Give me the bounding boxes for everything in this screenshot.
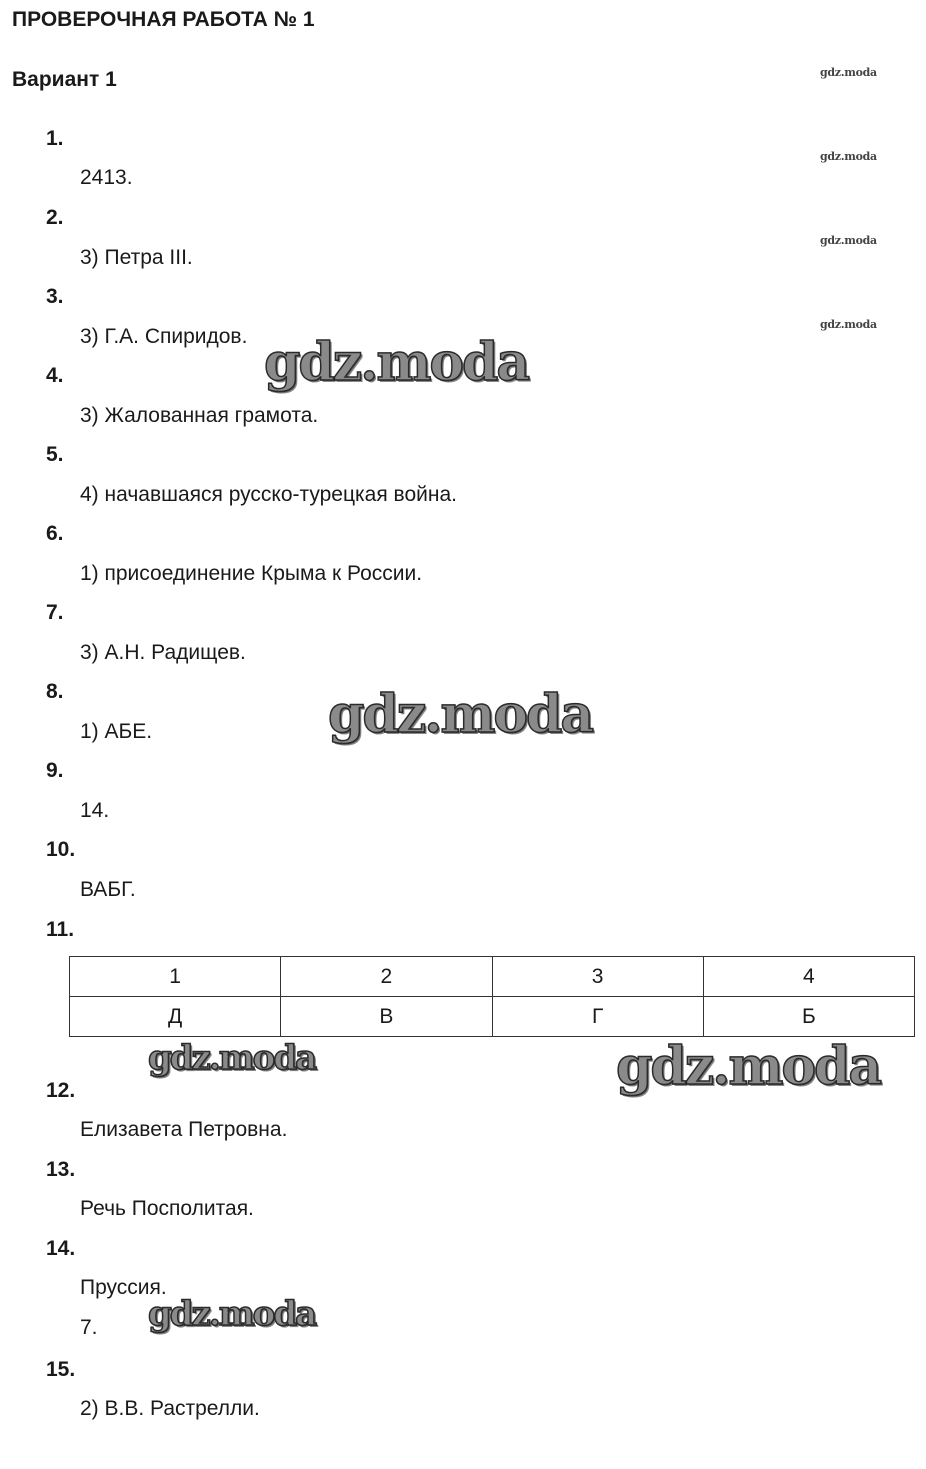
variant-heading: Вариант 1	[12, 68, 117, 91]
answer-text: Елизавета Петровна.	[80, 1118, 288, 1141]
watermark-large: gdz.moda	[148, 1294, 316, 1334]
question-number: 6.	[46, 522, 64, 545]
watermark-large: gdz.moda	[328, 684, 593, 745]
watermark-small: gdz.moda	[820, 234, 877, 247]
watermark-small: gdz.moda	[820, 318, 877, 331]
answer-text: 7.	[80, 1316, 98, 1339]
question-number: 3.	[46, 285, 64, 308]
answer-table	[69, 956, 915, 1037]
question-number: 13.	[46, 1158, 76, 1181]
table-cell: 4	[703, 957, 914, 997]
question-number: 7.	[46, 601, 64, 624]
table-row	[70, 997, 915, 1037]
question-number: 12.	[46, 1079, 76, 1102]
question-number: 4.	[46, 364, 64, 387]
table-cell: Г	[492, 997, 703, 1037]
table-cell: 3	[492, 957, 703, 997]
answer-text: 14.	[80, 799, 110, 822]
table-cell: Д	[70, 997, 281, 1037]
table-cell: 2	[281, 957, 492, 997]
watermark-large: gdz.moda	[264, 332, 529, 393]
watermark-small: gdz.moda	[820, 150, 877, 163]
question-number: 15.	[46, 1358, 76, 1381]
answer-text: 2) В.В. Растрелли.	[80, 1397, 260, 1420]
answer-text: 3) Жалованная грамота.	[80, 404, 319, 427]
watermark-small: gdz.moda	[820, 66, 877, 79]
answer-text: ВАБГ.	[80, 878, 136, 901]
table-cell: 1	[70, 957, 281, 997]
answer-text: 3) Петра III.	[80, 246, 193, 269]
answer-text: Речь Посполитая.	[80, 1197, 254, 1220]
watermark-large: gdz.moda	[616, 1036, 881, 1097]
answer-text: 3) Г.А. Спиридов.	[80, 325, 248, 348]
answer-text: 1) АБЕ.	[80, 720, 153, 743]
table-header-row	[70, 957, 915, 997]
answer-text: 4) начавшаяся русско-турецкая война.	[80, 483, 457, 506]
question-number: 2.	[46, 206, 64, 229]
answer-text: 2413.	[80, 166, 133, 189]
question-number: 5.	[46, 443, 64, 466]
table-cell: В	[281, 997, 492, 1037]
watermark-large: gdz.moda	[148, 1038, 316, 1078]
page-title: ПРОВЕРОЧНАЯ РАБОТА № 1	[12, 8, 315, 31]
table-cell: Б	[703, 997, 914, 1037]
answer-text: 1) присоединение Крыма к России.	[80, 562, 423, 585]
question-number: 11.	[46, 918, 75, 941]
question-number: 8.	[46, 680, 64, 703]
question-number: 14.	[46, 1237, 76, 1260]
answer-text: Пруссия.	[80, 1276, 167, 1299]
answer-text: 3) А.Н. Радищев.	[80, 641, 246, 664]
question-number: 1.	[46, 127, 64, 150]
question-number: 10.	[46, 838, 76, 861]
question-number: 9.	[46, 759, 64, 782]
